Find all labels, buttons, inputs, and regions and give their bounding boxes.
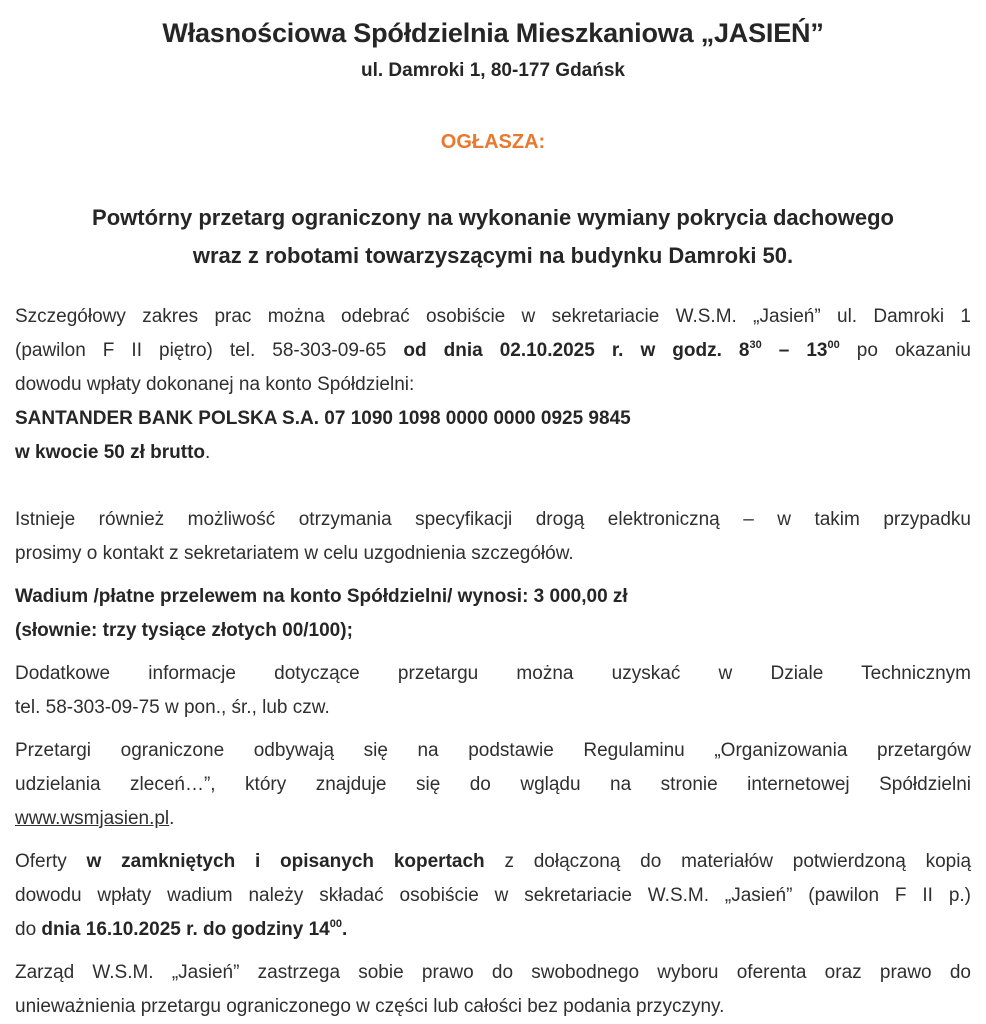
offers-deadline: [41, 919, 347, 940]
regulations-end: .: [169, 808, 175, 829]
electronic-line-2: prosimy o kontakt z sekretariatem w celu uzgodnienia szczegółów.: [15, 543, 574, 564]
org-address: ul. Damroki 1, 80-177 Gdańsk: [360, 60, 625, 81]
deadline-end: .: [341, 919, 348, 940]
bank-account-text: SANTANDER BANK POLSKA S.A. 07 1090 1098 0000 0000 0925 9845: [15, 408, 631, 429]
subject-line-1: Powtórny przetarg ograniczony na wykonanie wymiany pokrycia dachowego: [92, 205, 894, 230]
offers-deadline-pre: do: [15, 919, 42, 940]
deposit-words: (słownie: trzy tysiące złotych 00/100);: [15, 620, 353, 641]
offers-envelopes: w zamkniętych i opisanych kopertach: [86, 851, 485, 872]
tender-subject: [20, 199, 966, 275]
deposit-line-2: [15, 614, 971, 648]
pickup-date-text: od dnia 02.10.2025 r. w godz. 8: [403, 340, 750, 361]
regulations-line-3: [15, 802, 971, 836]
electronic-line-1: Istnieje również możliwość otrzymania specyfikacji drogą elektroniczną – w takim przypadku: [15, 509, 971, 530]
deposit-amount: Wadium /płatne przelewem na konto Spółdzielni/ wynosi: 3 000,00 zł: [15, 586, 628, 607]
section-regulations: [15, 734, 971, 836]
offers-line-3: [15, 913, 971, 947]
section-electronic: [15, 503, 971, 571]
offers-line-2: dowodu wpłaty wadium należy składać osobiście w sekretariacie W.S.M. „Jasień” (pawilon F II p.): [15, 885, 971, 906]
website-link[interactable]: www.wsmjasien.pl: [15, 808, 170, 829]
time-end-sup: 00: [827, 339, 840, 351]
deadline-sup: 00: [329, 918, 342, 930]
offers-line-1: [15, 845, 971, 879]
info-line-2: tel. 58-303-09-75 w pon., śr., lub czw.: [15, 697, 330, 718]
scope-line-3: dowodu wpłaty dokonanej na konto Spółdzielni:: [15, 374, 415, 395]
offers-post: z dołączoną do materiałów potwierdzoną kopią: [484, 851, 972, 872]
org-title: Własnościowa Spółdzielnia Mieszkaniowa „JASIEŃ”: [162, 18, 824, 48]
section-scope: [15, 300, 971, 470]
fee-amount-text: w kwocie 50 zł brutto: [15, 442, 206, 463]
regulations-line-1: Przetargi ograniczone odbywają się na podstawie Regulaminu „Organizowania przetargów: [15, 740, 971, 761]
reservation-line-2: unieważnienia przetargu ograniczonego w części lub całości bez podania przyczyny.: [15, 996, 725, 1017]
regulations-line-2: udzielania zleceń…”, który znajduje się do wglądu na stronie internetowej Spółdzielni: [15, 774, 971, 795]
pickup-date: [403, 340, 839, 361]
fee-amount-end: .: [205, 442, 211, 463]
time-start-sup: 30: [749, 339, 762, 351]
offers-deadline-text: dnia 16.10.2025 r. do godziny 14: [41, 919, 330, 940]
fee-amount: [15, 436, 971, 470]
section-offers: [15, 845, 971, 947]
section-reservation: [15, 956, 971, 1024]
offers-pre: Oferty: [15, 851, 87, 872]
announce-heading: OGŁASZA:: [440, 131, 546, 153]
scope-line-2: [15, 334, 971, 368]
time-dash: – 13: [761, 340, 828, 361]
reservation-line-1: Zarząd W.S.M. „Jasień” zastrzega sobie prawo do swobodnego wyboru oferenta oraz prawo do: [15, 962, 971, 983]
scope-line-1: Szczegółowy zakres prac można odebrać osobiście w sekretariacie W.S.M. „Jasień” ul. Damroki 1: [15, 306, 971, 327]
info-line-1: Dodatkowe informacje dotyczące przetargu można uzyskać w Dziale Technicznym: [15, 663, 971, 684]
deposit-line-1: [15, 580, 971, 614]
scope-phone: (pawilon F II piętro) tel. 58-303-09-65: [15, 340, 404, 361]
scope-line-2-end: po okazaniu: [839, 340, 971, 361]
subject-line-2: wraz z robotami towarzyszącymi na budynku Damroki 50.: [192, 243, 794, 268]
section-deposit: [15, 580, 971, 648]
bank-account: [15, 402, 971, 436]
section-info: [15, 657, 971, 725]
